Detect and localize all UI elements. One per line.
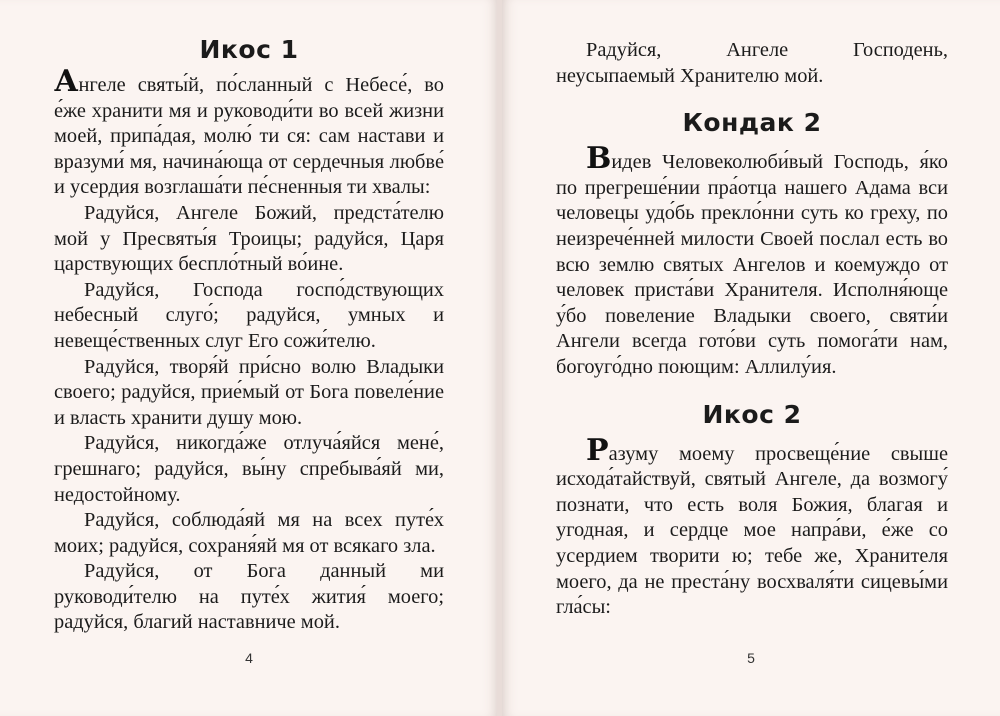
right-text-block [556, 38, 948, 621]
left-text-block [54, 34, 444, 636]
ikos-1-intro-text: нгеле святы́й, по́сланный с Небесе́, во е́же хранити мя и руководи́ти во всей жизни моей, припа́дая, молю́ ти ся: сам настави и вразуми́ мя, начина́юща от сердечныя любве́ и усердия возглаша́ти пе́сненныя ти хвалы: [54, 74, 444, 199]
rejoice-line: Радуйся, от Бога данный ми руководи́телю на путе́х жития́ моего; радуйся, благий наставниче мой. [54, 560, 444, 634]
kondak-2-text: идев Человеколюби́вый Господь, я́ко по прегреше́нии пра́отца нашего Адама вси человецы удо́бь прекло́нни суть ко греху, по неизрече́нней милости Своей послал есть во всю землю святых Ангелов и коемуждо от человек приста́ви Хранителя. Исполня́юще у́бо повеление Владыки своего, святи́и Ангели всегда гото́ви суть помога́ти нам, богоуго́дно поющим: Аллилу́ия. [556, 151, 948, 378]
page-number-left: 4 [245, 650, 253, 666]
left-page [0, 0, 498, 716]
ikos-1-intro [54, 64, 444, 201]
kondak-2-body [556, 141, 948, 380]
rejoice-line: Радуйся, соблюда́яй мя на всех путе́х моих; радуйся, сохраня́яй мя от всякаго зла. [54, 509, 444, 557]
rejoice-line: Радуйся, Ангеле Божий, предста́телю мой у Пресвяты́я Троицы; радуйся, Царя царствующих беспло́тный во́ине. [54, 201, 444, 276]
ikos-1-heading: Икос 1 [199, 35, 299, 64]
drop-cap-initial: А [54, 64, 79, 99]
ikos-2-heading: Икос 2 [702, 399, 802, 429]
right-page [502, 0, 1000, 716]
page-number-right: 5 [747, 650, 755, 666]
kondak-2-heading: Кондак 2 [682, 108, 822, 138]
drop-cap-initial: Р [586, 432, 609, 468]
ikos-2-body [556, 432, 948, 621]
drop-cap-initial: В [586, 141, 612, 177]
rejoice-line: Радуйся, творя́й при́сно волю Владыки своего; радуйся, прие́мый от Бога повеле́ние и власть хранити душу мою. [54, 355, 444, 429]
continuation-line: Радуйся, Ангеле Господень, неусыпаемый Хранителю мой. [556, 39, 948, 87]
rejoice-line: Радуйся, никогда́же отлуча́яйся мене́, грешнаго; радуйся, вы́ну спребыва́яй ми, недостойному. [54, 432, 444, 506]
rejoice-line: Радуйся, Господа госпо́дствующих небесный слуго́; радуйся, умных и невеще́ственных слуг Его сожи́телю. [54, 278, 444, 352]
ikos-2-text: азуму моему просвеще́ние свыше исхода́тайствуй, святый Ангеле, да возмогу́ познати, что есть воля Божия, благая и угодная, и сердце мое напра́ви, е́же со усердием творити ю; тебе же, Хранителя моего, да не преста́ну восхваля́ти сицевы́ми гла́сы: [556, 442, 948, 619]
